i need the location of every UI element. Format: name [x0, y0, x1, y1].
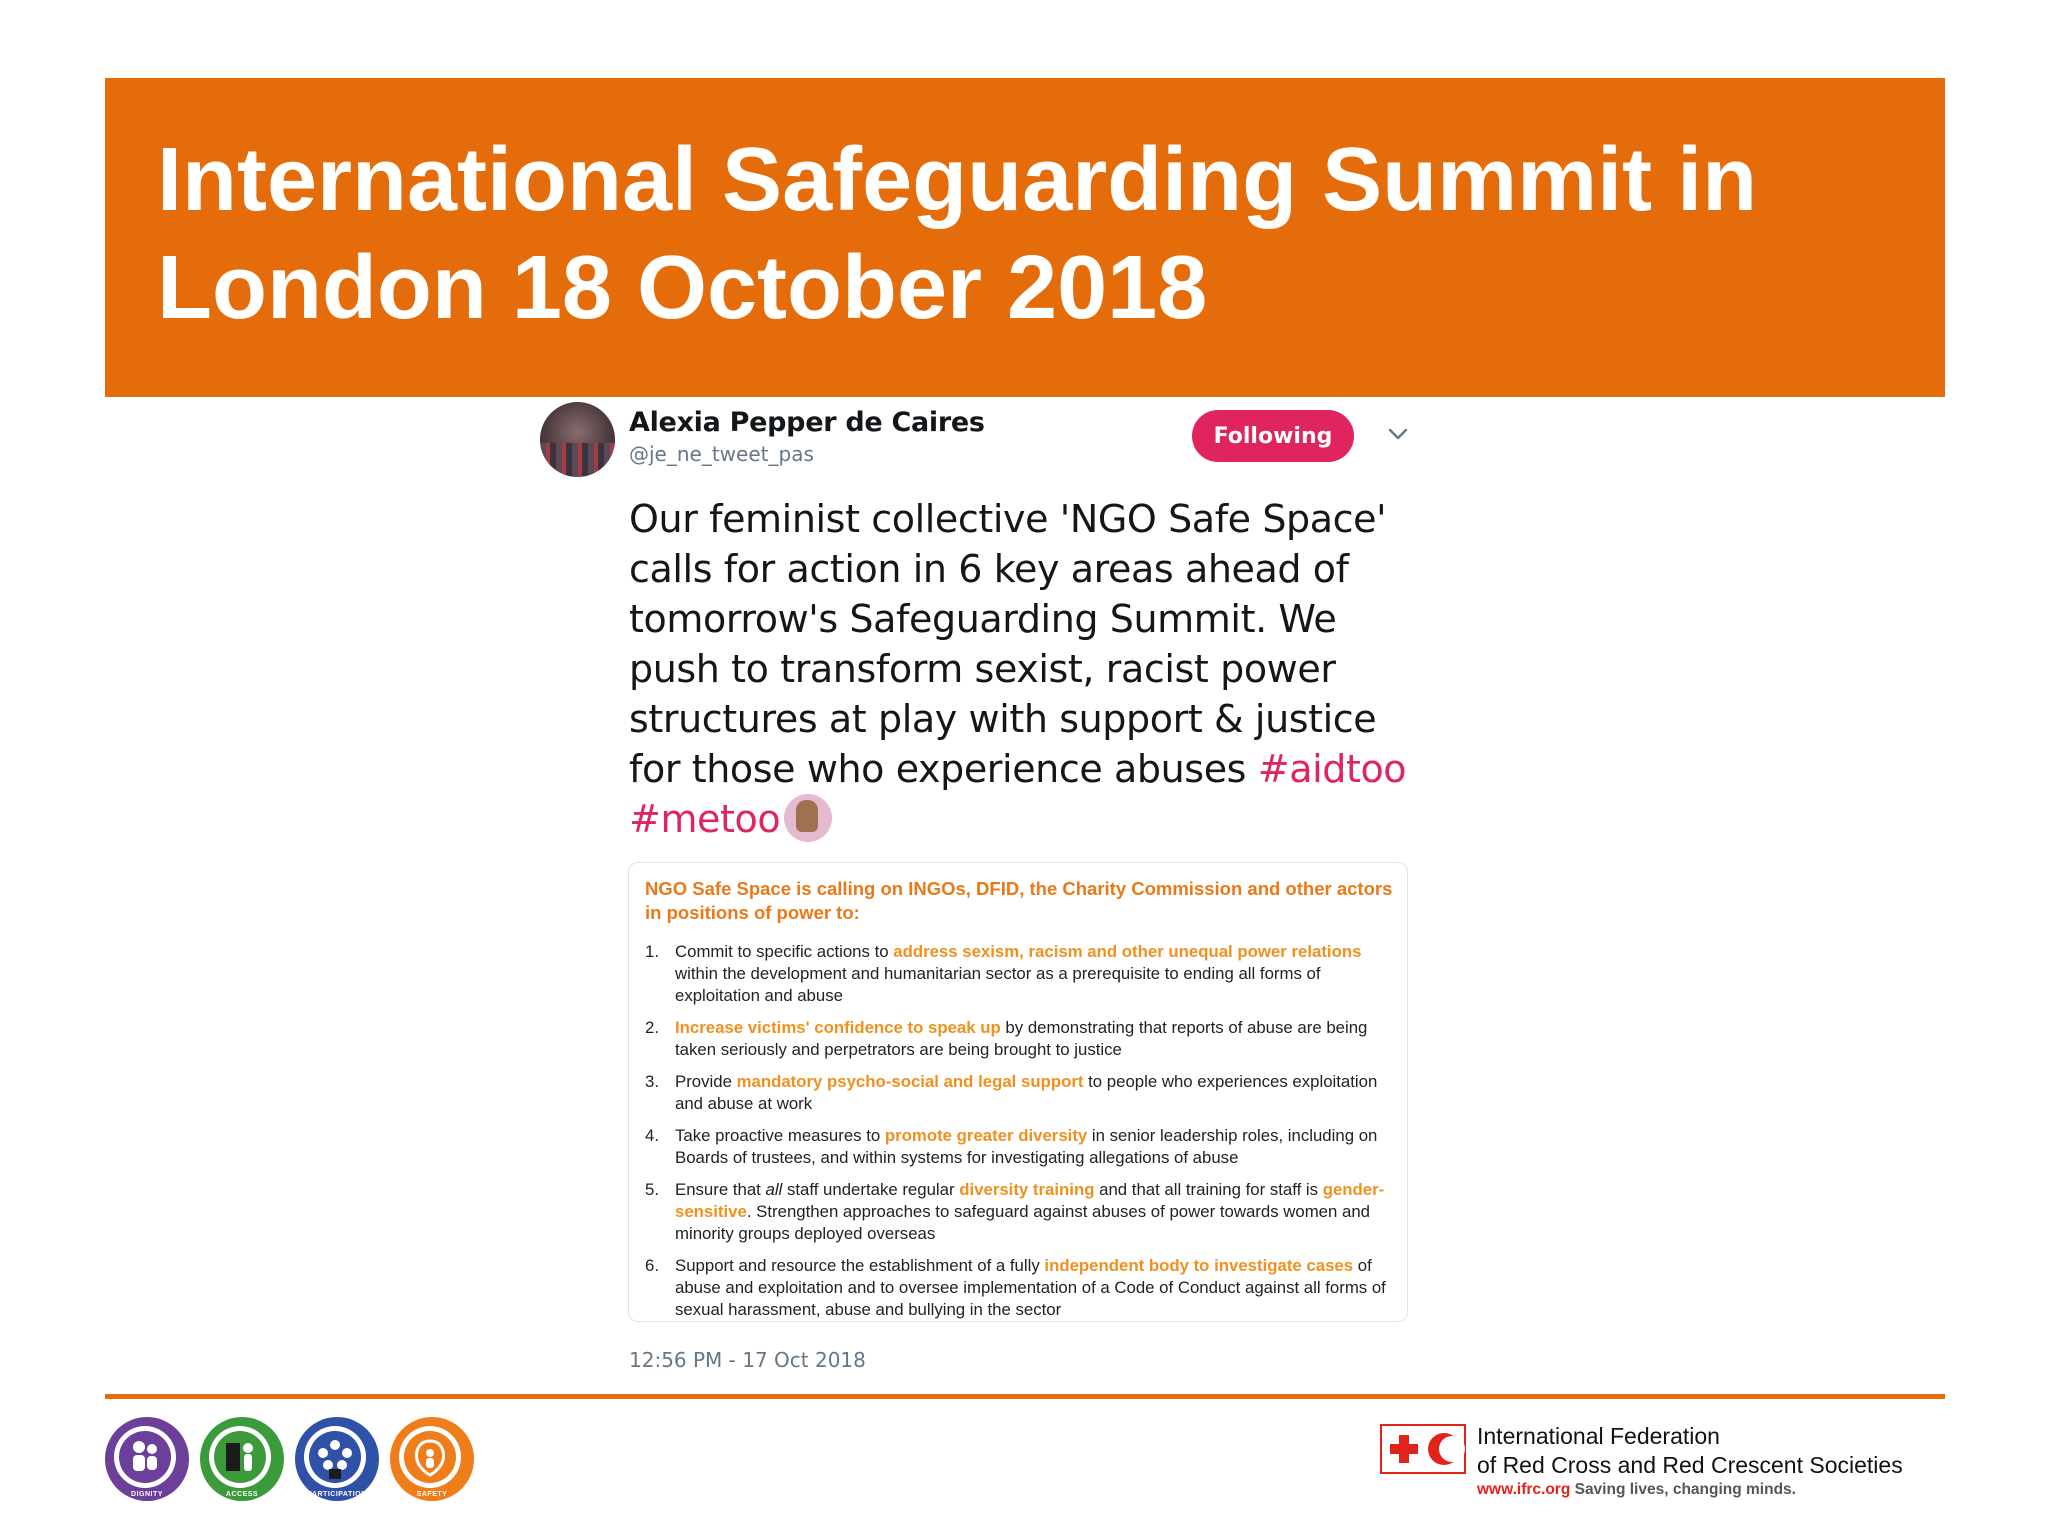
tweet-text	[629, 494, 1429, 844]
slide-title-line1: International Safeguarding Summit in	[157, 130, 1758, 230]
card-heading: NGO Safe Space is calling on INGOs, DFID, the Charity Commission and other actors in positions of power to:	[645, 878, 1393, 923]
safety-badge-icon	[390, 1417, 474, 1501]
tweet-image-card[interactable]	[628, 862, 1408, 1322]
ifrc-logo-icon	[1380, 1424, 1466, 1474]
list-item: 4. Take proactive measures to promote greater diversity in senior leadership roles, including on Boards of trustees, and within systems for investigating allegations of abuse	[645, 1126, 1378, 1167]
tweet-body: Our feminist collective 'NGO Safe Space' calls for action in 6 key areas ahead of tomorrow's Safeguarding Summit. We push to transform sexist, racist power structures at play with support & justice for those who experience abuses	[629, 497, 1387, 791]
following-button[interactable]: Following	[1192, 410, 1354, 462]
footer-divider	[105, 1394, 1945, 1399]
slide-title	[157, 126, 1945, 342]
avatar[interactable]	[540, 402, 615, 477]
title-banner	[105, 78, 1945, 397]
slide-title-line2: London 18 October 2018	[157, 238, 1208, 338]
badge-label: SAFETY	[416, 1491, 448, 1498]
org-name-line2: of Red Cross and Red Crescent Societies	[1477, 1452, 1903, 1478]
tweet-author-name[interactable]: Alexia Pepper de Caires	[629, 407, 985, 438]
chevron-down-icon[interactable]	[1384, 420, 1412, 448]
badge-label: PARTICIPATION	[307, 1491, 367, 1498]
list-item: 3. Provide mandatory psycho-social and legal support to people who experiences exploitation and abuse at work	[645, 1072, 1378, 1113]
raised-hand-emoji-icon	[784, 794, 832, 842]
badge-label: DIGNITY	[131, 1491, 163, 1498]
demands-list	[645, 941, 1395, 1321]
list-item: 6. Support and resource the establishment of a fully independent body to investigate cases of abuse and exploitation and to oversee implementation of a Code of Conduct against all forms of sexual harassment, abuse and bullying in the sector	[645, 1256, 1386, 1319]
participation-badge-icon	[295, 1417, 379, 1501]
badge-label: ACCESS	[225, 1491, 259, 1498]
hashtag-metoo[interactable]: #metoo	[629, 797, 781, 841]
hashtag-aidtoo[interactable]: #aidtoo	[1257, 747, 1407, 791]
tweet-timestamp[interactable]: 12:56 PM - 17 Oct 2018	[629, 1348, 866, 1372]
org-name-line1: International Federation	[1477, 1423, 1720, 1449]
tweet-author-handle[interactable]: @je_ne_tweet_pas	[629, 442, 814, 466]
org-slogan: Saving lives, changing minds.	[1570, 1481, 1796, 1498]
access-badge-icon	[200, 1417, 284, 1501]
org-url-link[interactable]: www.ifrc.org	[1477, 1481, 1571, 1498]
tweet-screenshot	[532, 398, 1434, 1376]
org-tagline	[1477, 1481, 1796, 1499]
list-item: 2. Increase victims' confidence to speak up by demonstrating that reports of abuse are being taken seriously and perpetrators are being brought to justice	[645, 1018, 1368, 1059]
list-item: 5. Ensure that all staff undertake regular diversity training and that all training for staff is gender-sensitive. Strengthen approaches to safeguard against abuses of power towards women and minority groups deployed overseas	[645, 1180, 1385, 1243]
list-item: 1. Commit to specific actions to address sexism, racism and other unequal power relations within the development and humanitarian sector as a prerequisite to ending all forms of exploitation and abuse	[645, 942, 1362, 1005]
dignity-badge-icon	[105, 1417, 189, 1501]
